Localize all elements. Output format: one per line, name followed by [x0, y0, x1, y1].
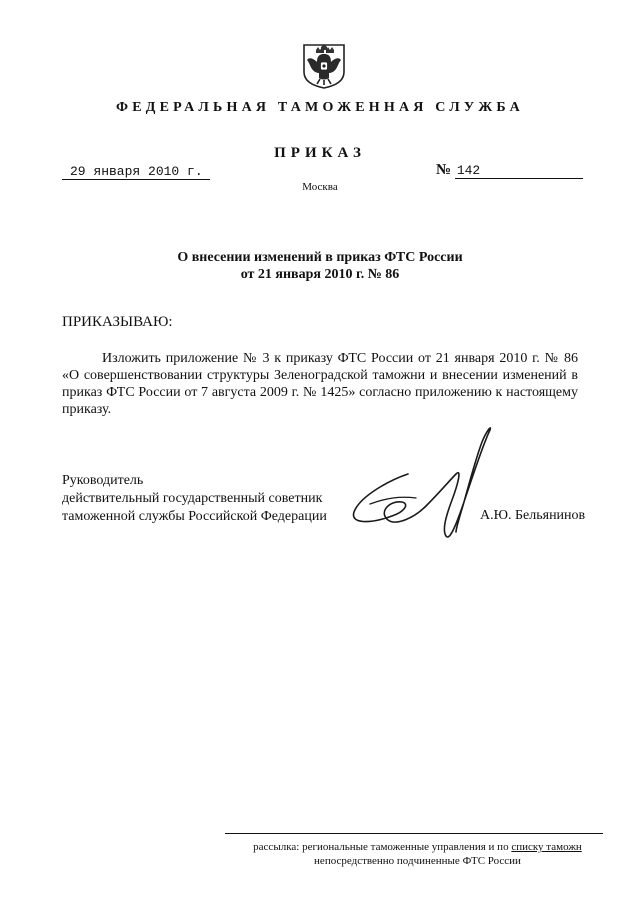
footer-divider [225, 833, 603, 834]
number-sign: № [436, 162, 452, 178]
signer-name: А.Ю. Бельянинов [480, 508, 586, 523]
signer-title-line-2: действительный государственный советник [62, 491, 323, 506]
distribution-line-2: непосредственно подчиненные ФТС России [314, 855, 521, 867]
document-type-title: ПРИКАЗ [274, 145, 366, 161]
order-number: 142 [455, 163, 583, 179]
subject-line-2: от 21 января 2010 г. № 86 [240, 267, 400, 282]
distribution-note [225, 840, 610, 868]
order-paragraph: Изложить приложение № 3 к приказу ФТС России от 21 января 2010 г. № 86 «О совершенствовании структуры Зеленоградской таможни и внесении изменений в приказ ФТС России от 7 августа 2009 г. № 1425» согласно приложению к настоящему приказу. [62, 351, 578, 417]
order-number-field [436, 162, 583, 179]
subject-line-1: О внесении изменений в приказ ФТС России [177, 250, 463, 265]
distribution-line-1 [225, 840, 610, 854]
distribution-prefix: рассылка: региональные таможенные управления и по [253, 841, 512, 853]
russian-coat-of-arms-icon [301, 42, 347, 90]
order-date: 29 января 2010 г. [62, 164, 210, 180]
order-subject [0, 249, 640, 283]
order-body [62, 350, 578, 418]
signer-title-line-1: Руководитель [62, 473, 144, 488]
signer-title-line-3: таможенной службы Российской Федерации [62, 509, 327, 524]
signer-title [62, 472, 327, 526]
decree-heading: ПРИКАЗЫВАЮ: [62, 314, 173, 330]
issue-city: Москва [302, 181, 338, 193]
handwritten-signature [330, 420, 520, 550]
distribution-list-reference: списку таможн [511, 841, 582, 853]
agency-name: ФЕДЕРАЛЬНАЯ ТАМОЖЕННАЯ СЛУЖБА [116, 100, 524, 115]
